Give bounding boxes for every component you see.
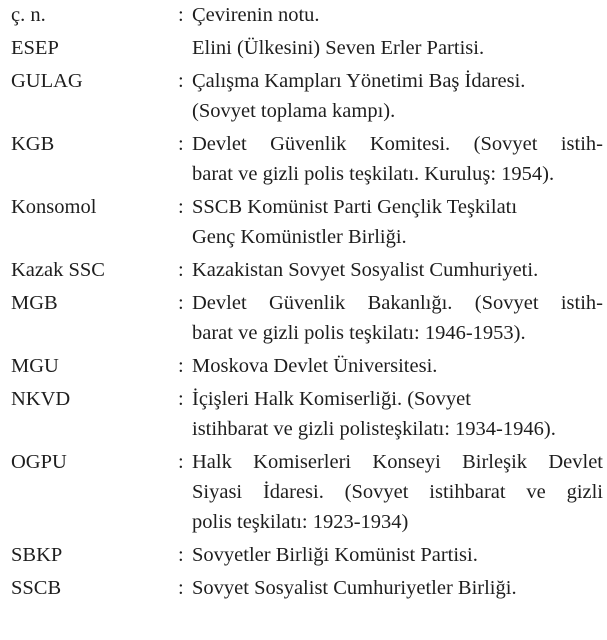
glossary-entry-gulag: [0, 66, 607, 126]
glossary-definition: [192, 447, 607, 537]
glossary-term: Konsomol: [11, 196, 97, 218]
glossary-entry-cn: [0, 0, 607, 30]
definition-line: Genç Komünistler Birliği.: [192, 226, 407, 248]
definition-line: Kazakistan Sovyet Sosyalist Cumhuriyeti.: [192, 259, 539, 281]
glossary-term: MGU: [11, 355, 59, 377]
glossary-separator: :: [178, 259, 184, 281]
glossary-term: ç. n.: [11, 4, 46, 26]
glossary-definition: [192, 351, 607, 381]
definition-line: SSCB Komünist Parti Gençlik Teşkilatı: [192, 196, 518, 218]
glossary-separator: :: [178, 4, 184, 26]
glossary-term: Kazak SSC: [11, 259, 105, 281]
glossary-definition: [192, 573, 607, 603]
glossary-definition: [192, 0, 607, 30]
glossary-separator: :: [178, 451, 184, 473]
glossary-separator: :: [178, 544, 184, 566]
definition-line: Elini (Ülkesini) Seven Erler Partisi.: [192, 37, 485, 59]
glossary-separator: :: [178, 133, 184, 155]
definition-line: Çevirenin notu.: [192, 4, 320, 26]
glossary-term: OGPU: [11, 451, 67, 473]
glossary-separator: :: [178, 355, 184, 377]
glossary-entry-esep: [0, 33, 607, 63]
glossary-separator: :: [178, 70, 184, 92]
definition-line: Moskova Devlet Üniversitesi.: [192, 355, 438, 377]
definition-line: barat ve gizli polis teşkilatı. Kuruluş: 1954).: [192, 163, 555, 185]
definition-line: (Sovyet toplama kampı).: [192, 100, 396, 122]
definition-line: Halk Komiserleri Konseyi Birleşik Devlet: [192, 451, 603, 473]
glossary-definition: [192, 384, 607, 444]
glossary-entry-nkvd: [0, 384, 607, 444]
glossary-entry-konsomol: [0, 192, 607, 252]
glossary-separator: :: [178, 577, 184, 599]
glossary-definition: [192, 255, 607, 285]
definition-line: Siyasi İdaresi. (Sovyet istihbarat ve gizli: [192, 481, 603, 503]
definition-line: polis teşkilatı: 1923-1934): [192, 511, 409, 533]
glossary-separator: :: [178, 292, 184, 314]
definition-line: barat ve gizli polis teşkilatı: 1946-1953).: [192, 322, 526, 344]
glossary-separator: :: [178, 388, 184, 410]
glossary-term: SBKP: [11, 544, 63, 566]
glossary-entry-sbkp: [0, 540, 607, 570]
glossary-definition: [192, 192, 607, 252]
definition-line: Sovyetler Birliği Komünist Partisi.: [192, 544, 478, 566]
glossary-separator: :: [178, 196, 184, 218]
definition-line: Devlet Güvenlik Komitesi. (Sovyet istih-: [192, 133, 603, 155]
glossary-term: NKVD: [11, 388, 71, 410]
glossary-entry-sscb: [0, 573, 607, 603]
glossary-term: MGB: [11, 292, 58, 314]
glossary-entry-kazak-ssc: [0, 255, 607, 285]
glossary-definition: [192, 66, 607, 126]
glossary-definition: [192, 129, 607, 189]
glossary-definition: [192, 540, 607, 570]
definition-line: İçişleri Halk Komiserliği. (Sovyet: [192, 388, 471, 410]
glossary-entry-kgb: [0, 129, 607, 189]
glossary-definition: [192, 33, 607, 63]
glossary-term: ESEP: [11, 37, 59, 59]
glossary-separator: [178, 33, 192, 63]
glossary-entry-mgb: [0, 288, 607, 348]
glossary-definition: [192, 288, 607, 348]
glossary-term: KGB: [11, 133, 55, 155]
glossary-entry-mgu: [0, 351, 607, 381]
definition-line: Devlet Güvenlik Bakanlığı. (Sovyet istih-: [192, 292, 603, 314]
glossary-term: SSCB: [11, 577, 62, 599]
glossary-entry-ogpu: [0, 447, 607, 537]
glossary-term: GULAG: [11, 70, 83, 92]
definition-line: istihbarat ve gizli polisteşkilatı: 1934-1946).: [192, 418, 556, 440]
definition-line: Çalışma Kampları Yönetimi Baş İdaresi.: [192, 70, 526, 92]
definition-line: Sovyet Sosyalist Cumhuriyetler Birliği.: [192, 577, 517, 599]
